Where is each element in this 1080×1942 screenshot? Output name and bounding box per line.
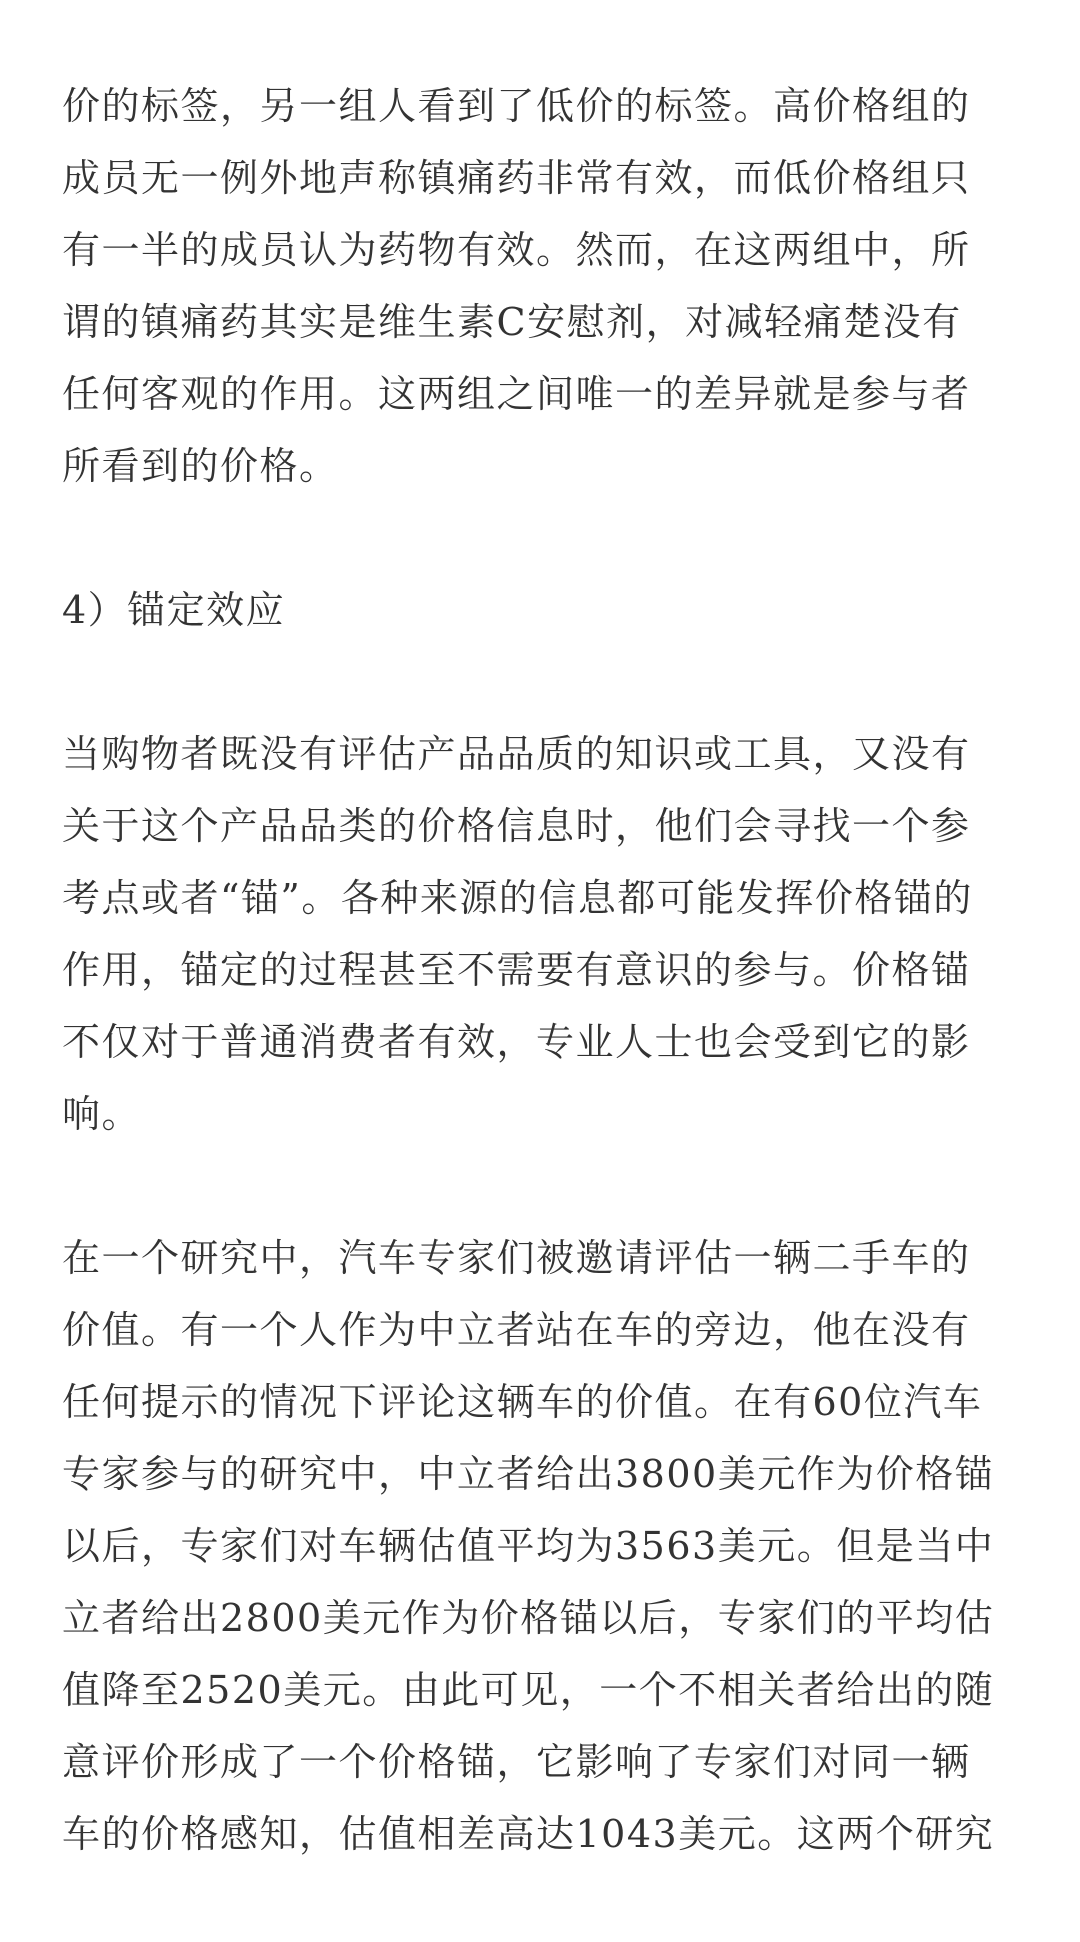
paragraph-placebo-price: 价的标签，另一组人看到了低价的标签。高价格组的 成员无一例外地声称镇痛药非常有效，而低价格组只 有一半的成员认为药物有效。然而，在这两组中，所 谓的镇痛药其实是维生素C安慰剂，对减轻痛楚没有 任何客观的作用。这两组之间唯一的差异就是参与者 所看到的价格。 <box>62 84 971 488</box>
paragraph-car-expert-study: 在一个研究中，汽车专家们被邀请评估一辆二手车的 价值。有一个人作为中立者站在车的旁边，他在没有 任何提示的情况下评论这辆车的价值。在有60位汽车 专家参与的研究中，中立者给出3800美元作为价格锚 以后，专家们对车辆估值平均为3563美元。但是当中 立者给出2800美元作为价格锚以后，专家们的平均估 值降至2520美元。由此可见，一个不相关者给出的随 意评价形成了一个价格锚，它影响了专家们对同一辆 车的价格感知，估值相差高达1043美元。这两个研究 <box>62 1236 995 1856</box>
article-body <box>62 70 1022 1942</box>
paragraph-anchor-definition: 当购物者既没有评估产品品质的知识或工具，又没有 关于这个产品品类的价格信息时，他们会寻找一个参 考点或者“锚”。各种来源的信息都可能发挥价格锚的 作用，锚定的过程甚至不需要有意识的参与。价格锚 不仅对于普通消费者有效，专业人士也会受到它的影 响。 <box>62 732 973 1136</box>
section-heading-anchoring-effect: 4）锚定效应 <box>62 588 286 632</box>
